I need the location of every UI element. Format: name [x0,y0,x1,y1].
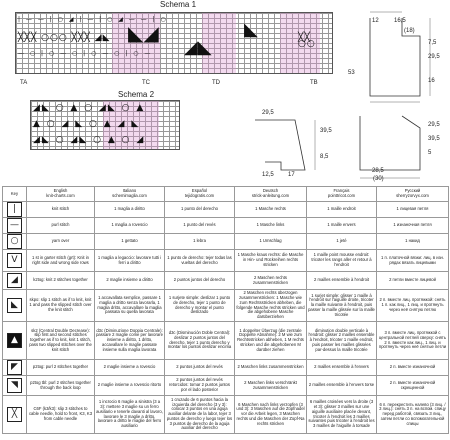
cell-francais: 6 mailles croisées vers la droite (3 et 3): glisser 3 mailles sur une aiguille auxiliaire placée devant, tricoter à l'endroit les 3 mailles suivantes puis tricoter à l'endroit les 3 mailles de l'aiguille à torsade [307,396,377,434]
cell-francais: diminution double verticale à l'endroit: glisser 2 mailles ensemble à l'endroit, tricoter 1 maille endroit, puis passer les mailles glissées par-dessus la maille tricotée [307,322,377,360]
dim-bottom-8-5: 8,5 [320,154,329,160]
cell-espanol: 1 surjete simple: deslizar 1 punto de derecho, tejer 1 punto de derecho y montar el punto deslizado [165,290,235,322]
cell-francais: 1 maille envers [307,218,377,234]
dim-bottom-39-5: 39,5 [320,128,332,134]
cell-russkiy: 1 лицевая петля [377,202,449,218]
cell-russkiy: 2 п. вместе изнаночной [377,360,449,376]
sleeve-schematic [245,110,325,184]
dim-29-5-b: 29,5 [428,122,440,128]
cell-italiano: 1 maglia a diritto [95,202,165,218]
table-row [3,360,449,376]
cell-russkiy: 2 п. вместе лиц. протяжкой: снять 1 п. как лиц., 1 лиц. и протянуть через неё снятую петлю [377,290,449,322]
header-francais: Français pointtricot.com [307,187,377,202]
dim-16-5: 16,5 [394,18,406,24]
table-row [3,250,449,272]
table-row [3,322,449,360]
table-row [3,396,449,434]
cell-deutsch: 6 Maschen nach links verzopfen (3 und 3): 3 Maschen auf die Zopfnadel vor die Arbeit legen, 3 Maschen rechts und die Maschen der Zopf-Na rechts stricken [235,396,307,434]
cell-francais: 2 mailles ensemble à l'envers [307,360,377,376]
p2tog-icon: ◤ [7,360,22,375]
body-schematic [350,108,448,184]
table-row [3,376,449,396]
cell-english: purl stitch [27,218,95,234]
cell-english: k2tog: knit 2 stitches together [27,272,95,290]
vertical-bar-icon: | [7,202,22,217]
cell-espanol: 2 puntos juntos del revés [165,360,235,376]
dim-bottom-17: 17 [288,172,295,178]
cell-espanol: 1 punto del derecho [165,202,235,218]
header-russkiy: Русский sherryzorvyx.com [377,187,449,202]
cell-russkiy: 2 п. вместе изнаночной скрещенной [377,376,449,396]
central-double-decrease-icon: ▲ [7,333,22,348]
cell-espanol: 2 puntos juntos del derecho [165,272,235,290]
dim-30: (30) [373,176,384,182]
cell-deutsch: 2 Maschen rechts überzogen zusammenstricken: 1 Masche wie zum Rechtsstricken abheben, die folgende Masche rechts stricken und die abgehobene Masche darüberziehen [235,290,307,322]
cell-russkiy: 1 накид [377,234,449,250]
cell-francais: 2 mailles ensemble à l'envers torse [307,376,377,396]
table-row [3,234,449,250]
yarn-over-icon: ○ [7,234,22,249]
schema1-label-ta: TA [20,80,28,86]
cell-espanol: 1 punto del revés [165,218,235,234]
cell-italiano: 2 maglie insieme a rovescio ritorto [95,376,165,396]
horizontal-bar-icon: — [7,218,22,233]
cell-deutsch: 1 Umschlag [235,234,307,250]
p2tog-tbl-icon: ◥ [7,378,22,393]
cell-italiano: 2 maglie insieme a diritto [95,272,165,290]
cell-deutsch: 1 Masche rechts [235,202,307,218]
stitch-key-table [2,186,449,434]
table-row [3,218,449,234]
cell-russkiy: 6 п. перекрестить налево (3 лиц. / 3 лиц.): снять 3 п. на вспом. спицу перед работой, связать 3 лиц., затем петли со вспомогательной спицы [377,396,449,434]
cell-russkiy: 3 п. вместе лиц. протяжкой с центральной петлей сверху: снять 2 п. вместе как лиц., 1 лиц. и протянуть через неё снятые петли [377,322,449,360]
header-key: Key [3,187,27,202]
schema2-chart: ◢◣ ○ ▲ ○ ◢◣ ○ ▲ ▲ ○ ◢ ◣ ○ ▲ ◢ ◣ ◢◣ ○ ◢◣ ○ ▲ ○ ◢ [30,100,180,150]
cell-english: sk2 (Central Double Decrease): slip first and second stitches together as if to knit, knit 1 stitch, pass two slipped stitches over the knit stitch [27,322,95,360]
cell-deutsch: 1 doppelter Überzug (die zentrale Doppelte Abnahme): 2 M wie zum Rechtsstricken abheben, 1 M rechts stricken und die abgehobenen M darüber ziehen [235,322,307,360]
schema1-label-tb: TB [310,80,318,86]
cell-english: knit stitch [27,202,95,218]
cell-espanol: 1 punto de derecho: tejer todas las vueltas del derecho [165,250,235,272]
cell-russkiy: 2 петли вместе лицевой [377,272,449,290]
k2tog-icon: ◢ [7,273,22,288]
cell-espanol: 1 lebra [165,234,235,250]
cell-english: skpo: slip 1 stitch as if to knit, knit 1 and pass the slipped stitch over the knit stitch [27,290,95,322]
header-english: English knit-charts.com [27,187,95,202]
schema1-label-td: TD [212,80,220,86]
cell-francais: 1 maille point mousse endroit: tricoter les rangs aller et retour à l'endroit [307,250,377,272]
cell-espanol: 2 puntos juntos del revés retorcidos: tomar 2 puntos juntos por el lado posterior [165,376,235,396]
cell-italiano: 1 accavallata semplice, passare 1 maglia a dritto senza lavorarla, 1 maglia dritto, accavallare la maglia passata su quella lavorata [95,290,165,322]
cell-italiano: d3c (Diminuzione Doppia Centrale): passare 2 maglie come per lavorare insieme a diritto, 1 dritto, accavallare le maglie passate insieme sulla maglia lavorata [95,322,165,360]
cell-russkiy: 1 изнаночная петля [377,218,449,234]
slip-stitch-icon: V [7,253,22,268]
dim-53: 53 [348,70,355,76]
dim-bottom-29-5: 29,5 [262,110,274,116]
cell-italiano: 1 maglia a legaccio: lavorare tutti i ferri a diritto [95,250,165,272]
cell-francais: 1 jeté [307,234,377,250]
cell-russkiy: 1 п. платочной вязки: лиц. в изн. рядах вязать лицевыми [377,250,449,272]
cell-francais: 1 surjet simple: glisser 1 maille à l'endroit sur l'aiguille droite, tricoter la maille suivante à l'endroit, puis passer la maille glissée sur la maille tricotée [307,290,377,322]
header-deutsch: Deutsch strick-anleitung.com [235,187,307,202]
dim-28-5: 28,5 [372,168,384,174]
cell-italiano: 1 incrocio 6 maglie a sinistra (3 a 3): mettere 3 maglie su un ferro ausiliario e tenerle davanti al lavoro, lavorare le 3 maglie a dritto, lavorare a dritto le maglie del ferro ausiliario [95,396,165,434]
cell-italiano: 2 maglie insieme a rovescio [95,360,165,376]
cell-deutsch: 2 Maschen rechts zusammenstricken [235,272,307,290]
schema1-chart: | — — | ○ ◢ | — | ○ ◢ — — | ○ ╳╳╳ ○○○ ╳╳╳ ◢◣ — ○ | ○ — ○ | ○ — ○ | ○ — ◣◢ ◢◣ ◣ ╳╳ ○○ [15,12,333,74]
cell-deutsch: 2 Maschen links zusammenstricken [235,360,307,376]
cell-deutsch: 1 Masche kraus rechts: die Masche in Hin- und Rückreihen rechts stricken [235,250,307,272]
cell-espanol: 1 cruzado de 6 puntos hacia la izquierda del derecho (3 y 3): colocar 3 puntos en una aguja auxiliar delante de la labor, tejer 3 puntos de derecho y luego tejer los 3 puntos de derecho de la aguja auxiliar del derecho [165,396,235,434]
dim-29-5: 29,5 [428,54,440,60]
cell-english: p2tog: purl 2 stitches together [27,360,95,376]
cell-francais: 2 mailles ensemble à l'endroit [307,272,377,290]
cell-english: yarn over [27,234,95,250]
dim-7-5: 7,5 [428,40,437,46]
table-row [3,272,449,290]
dim-18: (18) [404,28,415,34]
ssk-icon: ◣ [7,298,22,313]
cell-english: 1 st in garter stitch (grt): Knit in right side and wrong side rows [27,250,95,272]
dim-16: 16 [428,78,435,84]
dim-bottom-12-5: 12,5 [262,172,274,178]
header-italiano: Italiano schemimaglia.com [95,187,165,202]
table-row [3,290,449,322]
cell-english: C6F (k3/k3): slip 3 stitches to cable needle, hold to front, K3, K3 from cable needle [27,396,95,434]
cable-icon: ╳ [7,407,22,422]
dim-39-5-b: 39,5 [428,136,440,142]
schema1-label-tc: TC [142,80,150,86]
dim-5: 5 [428,150,432,156]
cell-italiano: 1 maglia a rovescio [95,218,165,234]
cell-english: p2tog tbl: purl 2 stitches together through the back loop [27,376,95,396]
cell-francais: 1 maille endroit [307,202,377,218]
header-espanol: Español tejidogratis.com [165,187,235,202]
cell-italiano: 1 gettato [95,234,165,250]
key-table-header [3,187,449,202]
cell-espanol: d3c (Disminución Doble Central): deslizar 2 puntos juntos del derecho, tejer 1 punto derecho y montar los puntos deslizar encima [165,322,235,360]
cell-deutsch: 1 Masche links [235,218,307,234]
schema1-title: Schema 1 [160,0,197,9]
cell-deutsch: 2 Maschen links verschränkt zusammenstricken [235,376,307,396]
table-row [3,202,449,218]
schema2-title: Schema 2 [118,90,155,99]
dim-12: 12 [372,18,379,24]
